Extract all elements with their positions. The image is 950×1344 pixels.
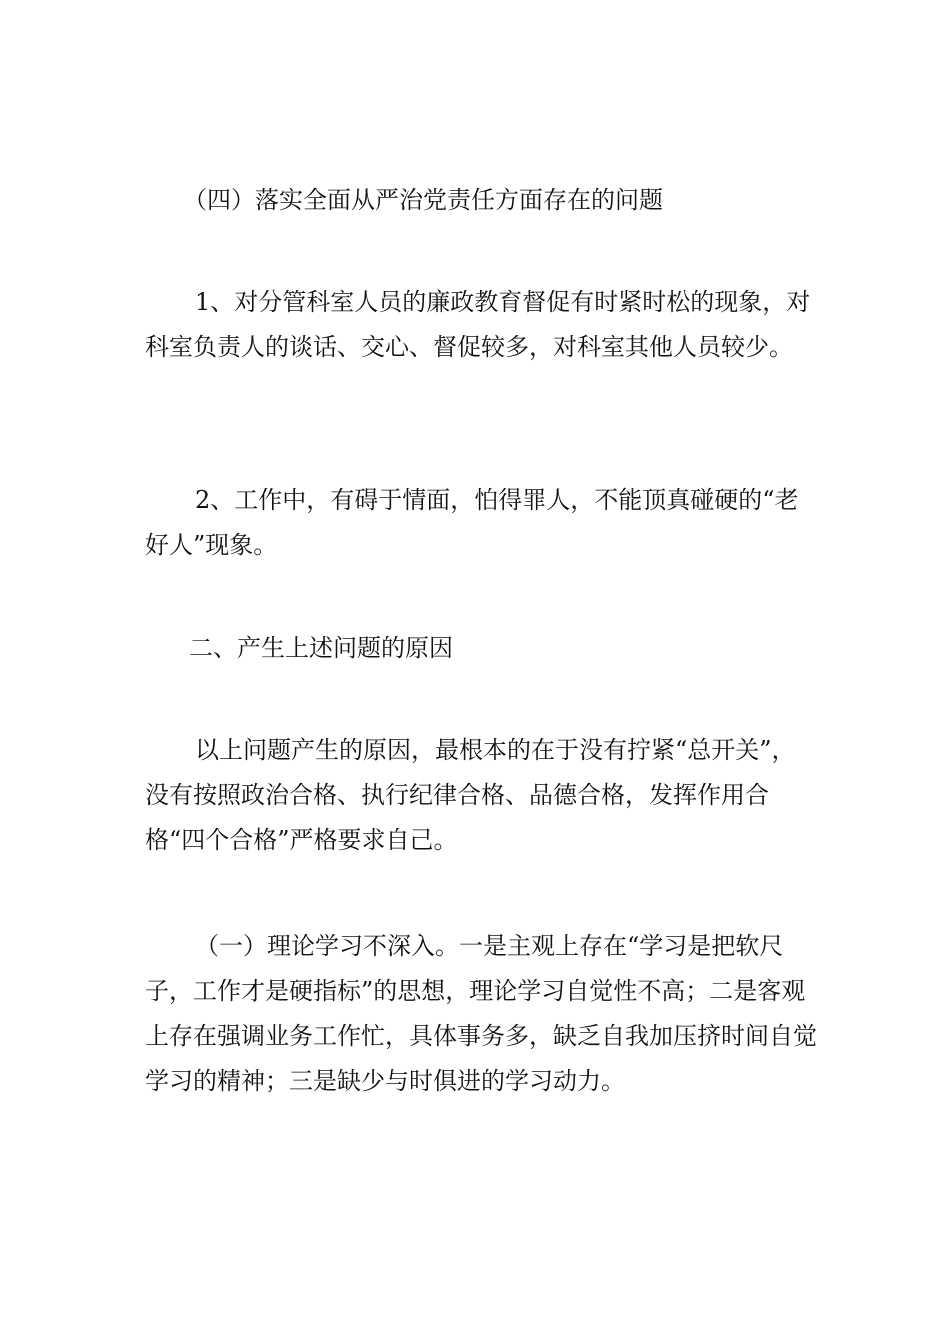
section-heading-four: （四）落实全面从严治党责任方面存在的问题 <box>183 186 663 214</box>
paragraph-item-1: 1、对分管科室人员的廉政教育督促有时紧时松的现象，对科室负责人的谈话、交心、督促较多，对科室其他人员较少。 <box>145 288 811 361</box>
paragraph-theory-study: （一）理论学习不深入。一是主观上存在“学习是把软尺子，工作才是硬指标”的思想，理论学习自觉性不高；二是客观上存在强调业务工作忙，具体事务多，缺乏自我加压挤时间自觉学习的精神；三是缺少与时俱进的学习动力。 <box>145 932 817 1095</box>
paragraph-causes: 以上问题产生的原因，最根本的在于没有拧紧“总开关”，没有按照政治合格、执行纪律合格、品德合格，发挥作用合格“四个合格”严格要求自己。 <box>145 736 796 854</box>
section-heading-two: 二、产生上述问题的原因 <box>189 634 453 662</box>
paragraph-item-2: 2、工作中，有碍于情面，怕得罪人，不能顶真碰硬的“老好人”现象。 <box>145 486 799 559</box>
